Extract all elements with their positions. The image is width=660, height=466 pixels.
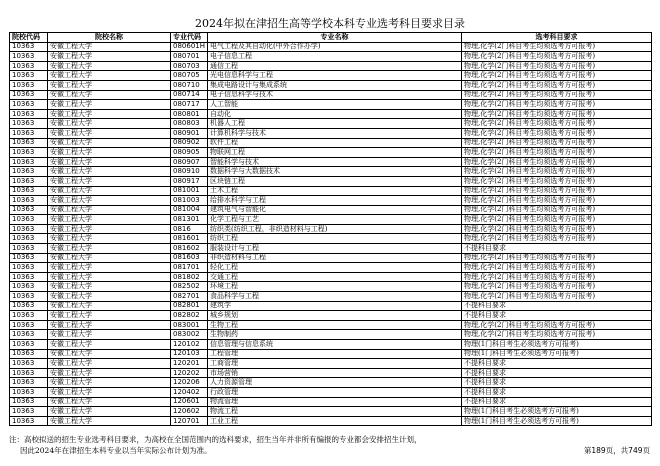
school-code-cell: 10363 (10, 244, 48, 254)
table-body (10, 42, 652, 426)
table-row (10, 61, 652, 71)
school-name-cell: 安徽工程大学 (48, 157, 171, 167)
table-row (10, 349, 652, 359)
school-name-cell: 安徽工程大学 (48, 282, 171, 292)
major-name-cell: 电气工程及其自动化(中外合作办学) (208, 42, 462, 52)
subject-requirement-cell: 物理,化学(2门科目考生均须选考方可报考) (462, 52, 652, 62)
school-name-cell: 安徽工程大学 (48, 320, 171, 330)
table-row (10, 80, 652, 90)
major-name-cell: 建筑电气与智能化 (208, 205, 462, 215)
major-name-cell: 轻化工程 (208, 263, 462, 273)
subject-requirement-cell: 物理,化学(2门科目考生均须选考方可报考) (462, 148, 652, 158)
major-code-cell: 081001 (171, 186, 208, 196)
major-name-cell: 行政管理 (208, 387, 462, 397)
school-code-cell: 10363 (10, 224, 48, 234)
school-code-cell: 10363 (10, 52, 48, 62)
major-name-cell: 机器人工程 (208, 119, 462, 129)
subject-requirement-cell: 物理,化学(2门科目考生均须选考方可报考) (462, 205, 652, 215)
school-code-cell: 10363 (10, 263, 48, 273)
major-code-cell: 120402 (171, 387, 208, 397)
major-code-cell: 081301 (171, 215, 208, 225)
table-row (10, 52, 652, 62)
table-row (10, 407, 652, 417)
school-name-cell: 安徽工程大学 (48, 330, 171, 340)
subject-requirement-cell: 不提科目要求 (462, 368, 652, 378)
school-name-cell: 安徽工程大学 (48, 196, 171, 206)
major-name-cell: 市场营销 (208, 368, 462, 378)
school-code-cell: 10363 (10, 407, 48, 417)
major-code-cell: 082502 (171, 282, 208, 292)
school-name-cell: 安徽工程大学 (48, 215, 171, 225)
school-code-cell: 10363 (10, 330, 48, 340)
table-row (10, 176, 652, 186)
school-code-cell: 10363 (10, 205, 48, 215)
table-row (10, 215, 652, 225)
major-code-cell: 120206 (171, 378, 208, 388)
school-name-cell: 安徽工程大学 (48, 119, 171, 129)
major-name-cell: 物流工程 (208, 407, 462, 417)
school-name-cell: 安徽工程大学 (48, 109, 171, 119)
subject-requirement-cell: 物理,化学(2门科目考生均须选考方可报考) (462, 128, 652, 138)
table-row (10, 128, 652, 138)
major-code-cell: 081701 (171, 263, 208, 273)
table-row (10, 90, 652, 100)
major-name-cell: 自动化 (208, 109, 462, 119)
subject-requirement-cell: 物理(1门科目考生必须选考方可报考) (462, 416, 652, 426)
school-name-cell: 安徽工程大学 (48, 244, 171, 254)
subject-requirement-cell: 不提科目要求 (462, 378, 652, 388)
major-code-cell: 080905 (171, 148, 208, 158)
school-code-cell: 10363 (10, 397, 48, 407)
page-indicator: 第189页，共749页 (583, 446, 650, 455)
major-code-cell: 080601H (171, 42, 208, 52)
major-name-cell: 计算机科学与技术 (208, 128, 462, 138)
header-school-code: 院校代码 (10, 33, 48, 43)
table-row (10, 368, 652, 378)
major-code-cell: 082701 (171, 292, 208, 302)
school-name-cell: 安徽工程大学 (48, 359, 171, 369)
major-code-cell: 080902 (171, 138, 208, 148)
school-code-cell: 10363 (10, 71, 48, 81)
school-code-cell: 10363 (10, 119, 48, 129)
table-row (10, 359, 652, 369)
school-name-cell: 安徽工程大学 (48, 416, 171, 426)
major-code-cell: 083002 (171, 330, 208, 340)
major-name-cell: 非织造材料与工程 (208, 253, 462, 263)
major-code-cell: 082802 (171, 311, 208, 321)
subject-requirement-cell: 物理,化学(2门科目考生均须选考方可报考) (462, 196, 652, 206)
major-name-cell: 建筑学 (208, 301, 462, 311)
subject-requirement-cell: 不提科目要求 (462, 387, 652, 397)
major-code-cell: 120201 (171, 359, 208, 369)
table-row (10, 186, 652, 196)
school-code-cell: 10363 (10, 301, 48, 311)
major-code-cell: 081004 (171, 205, 208, 215)
major-code-cell: 081603 (171, 253, 208, 263)
school-name-cell: 安徽工程大学 (48, 301, 171, 311)
header-school-name: 院校名称 (48, 33, 171, 43)
major-code-cell: 082801 (171, 301, 208, 311)
major-name-cell: 数据科学与大数据技术 (208, 167, 462, 177)
subject-requirement-cell: 物理,化学(2门科目考生均须选考方可报考) (462, 71, 652, 81)
major-name-cell: 工程管理 (208, 349, 462, 359)
major-code-cell: 080710 (171, 80, 208, 90)
major-code-cell: 081003 (171, 196, 208, 206)
school-name-cell: 安徽工程大学 (48, 52, 171, 62)
school-code-cell: 10363 (10, 100, 48, 110)
school-code-cell: 10363 (10, 61, 48, 71)
header-major-name: 专业名称 (208, 33, 462, 43)
school-code-cell: 10363 (10, 167, 48, 177)
school-code-cell: 10363 (10, 138, 48, 148)
school-name-cell: 安徽工程大学 (48, 71, 171, 81)
table-row (10, 301, 652, 311)
requirements-table (9, 32, 652, 426)
table-header-row (10, 33, 652, 43)
major-name-cell: 物流管理 (208, 397, 462, 407)
major-code-cell: 080714 (171, 90, 208, 100)
school-code-cell: 10363 (10, 42, 48, 52)
major-name-cell: 交通工程 (208, 272, 462, 282)
subject-requirement-cell: 物理,化学(2门科目考生均须选考方可报考) (462, 176, 652, 186)
major-code-cell: 080907 (171, 157, 208, 167)
school-name-cell: 安徽工程大学 (48, 292, 171, 302)
school-name-cell: 安徽工程大学 (48, 253, 171, 263)
table-row (10, 71, 652, 81)
school-name-cell: 安徽工程大学 (48, 407, 171, 417)
table-row (10, 109, 652, 119)
subject-requirement-cell: 物理,化学(2门科目考生均须选考方可报考) (462, 234, 652, 244)
major-name-cell: 人力资源管理 (208, 378, 462, 388)
school-code-cell: 10363 (10, 272, 48, 282)
table-row (10, 205, 652, 215)
subject-requirement-cell: 物理,化学(2门科目考生均须选考方可报考) (462, 330, 652, 340)
subject-requirement-cell: 不提科目要求 (462, 301, 652, 311)
major-name-cell: 智能科学与技术 (208, 157, 462, 167)
table-row (10, 378, 652, 388)
footnote-line-2: 因此2024年在津招生本科专业以当年实际公布计划为准。 (20, 446, 212, 455)
major-code-cell: 120602 (171, 407, 208, 417)
major-name-cell: 电子信息科学与技术 (208, 90, 462, 100)
major-name-cell: 环境工程 (208, 282, 462, 292)
school-name-cell: 安徽工程大学 (48, 368, 171, 378)
school-code-cell: 10363 (10, 349, 48, 359)
school-name-cell: 安徽工程大学 (48, 340, 171, 350)
school-code-cell: 10363 (10, 128, 48, 138)
major-code-cell: 081602 (171, 244, 208, 254)
major-code-cell: 120202 (171, 368, 208, 378)
subject-requirement-cell: 物理,化学(2门科目考生均须选考方可报考) (462, 90, 652, 100)
school-code-cell: 10363 (10, 320, 48, 330)
subject-requirement-cell: 物理,化学(2门科目考生均须选考方可报考) (462, 100, 652, 110)
school-code-cell: 10363 (10, 157, 48, 167)
table-row (10, 330, 652, 340)
subject-requirement-cell: 不提科目要求 (462, 397, 652, 407)
school-name-cell: 安徽工程大学 (48, 176, 171, 186)
major-code-cell: 120102 (171, 340, 208, 350)
school-name-cell: 安徽工程大学 (48, 61, 171, 71)
school-name-cell: 安徽工程大学 (48, 205, 171, 215)
major-code-cell: 080705 (171, 71, 208, 81)
school-code-cell: 10363 (10, 292, 48, 302)
subject-requirement-cell: 物理,化学(2门科目考生均须选考方可报考) (462, 109, 652, 119)
school-name-cell: 安徽工程大学 (48, 387, 171, 397)
school-code-cell: 10363 (10, 215, 48, 225)
subject-requirement-cell: 不提科目要求 (462, 311, 652, 321)
table-row (10, 340, 652, 350)
table-row (10, 157, 652, 167)
table-row (10, 138, 652, 148)
major-code-cell: 080901 (171, 128, 208, 138)
major-name-cell: 化学工程与工艺 (208, 215, 462, 225)
school-name-cell: 安徽工程大学 (48, 186, 171, 196)
major-name-cell: 集成电路设计与集成系统 (208, 80, 462, 90)
subject-requirement-cell: 物理,化学(2门科目考生均须选考方可报考) (462, 215, 652, 225)
table-row (10, 397, 652, 407)
school-name-cell: 安徽工程大学 (48, 234, 171, 244)
school-code-cell: 10363 (10, 282, 48, 292)
subject-requirement-cell: 物理,化学(2门科目考生均须选考方可报考) (462, 157, 652, 167)
major-name-cell: 软件工程 (208, 138, 462, 148)
table-row (10, 234, 652, 244)
major-name-cell: 通信工程 (208, 61, 462, 71)
table-row (10, 282, 652, 292)
subject-requirement-cell: 物理,化学(2门科目考生均须选考方可报考) (462, 292, 652, 302)
subject-requirement-cell: 物理,化学(2门科目考生均须选考方可报考) (462, 224, 652, 234)
subject-requirement-cell: 物理(1门科目考生必须选考方可报考) (462, 349, 652, 359)
school-name-cell: 安徽工程大学 (48, 167, 171, 177)
major-code-cell: 080917 (171, 176, 208, 186)
school-name-cell: 安徽工程大学 (48, 263, 171, 273)
subject-requirement-cell: 物理,化学(2门科目考生均须选考方可报考) (462, 167, 652, 177)
page-title: 2024年拟在津招生高等学校本科专业选考科目要求目录 (195, 17, 465, 30)
subject-requirement-cell: 不提科目要求 (462, 244, 652, 254)
subject-requirement-cell: 物理,化学(2门科目考生均须选考方可报考) (462, 253, 652, 263)
school-name-cell: 安徽工程大学 (48, 128, 171, 138)
major-code-cell: 080803 (171, 119, 208, 129)
table-row (10, 416, 652, 426)
subject-requirement-cell: 物理,化学(2门科目考生均须选考方可报考) (462, 272, 652, 282)
major-name-cell: 信息管理与信息系统 (208, 340, 462, 350)
major-name-cell: 给排水科学与工程 (208, 196, 462, 206)
subject-requirement-cell: 物理,化学(2门科目考生均须选考方可报考) (462, 263, 652, 273)
major-code-cell: 120103 (171, 349, 208, 359)
subject-requirement-cell: 物理,化学(2门科目考生均须选考方可报考) (462, 119, 652, 129)
major-code-cell: 120701 (171, 416, 208, 426)
school-name-cell: 安徽工程大学 (48, 311, 171, 321)
table-row (10, 167, 652, 177)
major-name-cell: 物联网工程 (208, 148, 462, 158)
table-row (10, 292, 652, 302)
major-code-cell: 081601 (171, 234, 208, 244)
major-name-cell: 工商管理 (208, 359, 462, 369)
school-name-cell: 安徽工程大学 (48, 42, 171, 52)
major-name-cell: 城乡规划 (208, 311, 462, 321)
school-name-cell: 安徽工程大学 (48, 378, 171, 388)
table-row (10, 244, 652, 254)
major-code-cell: 120601 (171, 397, 208, 407)
table-row (10, 100, 652, 110)
school-name-cell: 安徽工程大学 (48, 272, 171, 282)
major-code-cell: 080701 (171, 52, 208, 62)
major-name-cell: 服装设计与工程 (208, 244, 462, 254)
major-name-cell: 区块链工程 (208, 176, 462, 186)
school-name-cell: 安徽工程大学 (48, 148, 171, 158)
table-row (10, 224, 652, 234)
subject-requirement-cell: 不提科目要求 (462, 359, 652, 369)
major-code-cell: 080801 (171, 109, 208, 119)
table-row (10, 119, 652, 129)
school-code-cell: 10363 (10, 148, 48, 158)
table-row (10, 196, 652, 206)
school-code-cell: 10363 (10, 80, 48, 90)
major-name-cell: 电子信息工程 (208, 52, 462, 62)
subject-requirement-cell: 物理,化学(2门科目考生均须选考方可报考) (462, 320, 652, 330)
school-name-cell: 安徽工程大学 (48, 349, 171, 359)
school-code-cell: 10363 (10, 234, 48, 244)
subject-requirement-cell: 物理,化学(2门科目考生均须选考方可报考) (462, 282, 652, 292)
school-code-cell: 10363 (10, 416, 48, 426)
major-name-cell: 土木工程 (208, 186, 462, 196)
school-code-cell: 10363 (10, 196, 48, 206)
major-name-cell: 纺织工程 (208, 234, 462, 244)
major-code-cell: 080717 (171, 100, 208, 110)
header-subject-requirement: 选考科目要求 (462, 33, 652, 43)
school-name-cell: 安徽工程大学 (48, 80, 171, 90)
school-name-cell: 安徽工程大学 (48, 224, 171, 234)
major-name-cell: 纺织类(纺织工程，非织造材料与工程) (208, 224, 462, 234)
table-row (10, 311, 652, 321)
school-code-cell: 10363 (10, 186, 48, 196)
major-name-cell: 食品科学与工程 (208, 292, 462, 302)
table-row (10, 253, 652, 263)
major-code-cell: 0816 (171, 224, 208, 234)
subject-requirement-cell: 物理(1门科目考生必须选考方可报考) (462, 407, 652, 417)
school-name-cell: 安徽工程大学 (48, 397, 171, 407)
school-code-cell: 10363 (10, 109, 48, 119)
major-code-cell: 080910 (171, 167, 208, 177)
school-code-cell: 10363 (10, 359, 48, 369)
footnote-line-1: 注：高校拟送的招生专业选考科目要求，为高校在全国范围内的选科要求，招生当年并非所有编报的专业都会安排招生计划， (9, 435, 422, 444)
subject-requirement-cell: 物理,化学(2门科目考生均须选考方可报考) (462, 186, 652, 196)
major-name-cell: 工业工程 (208, 416, 462, 426)
school-code-cell: 10363 (10, 176, 48, 186)
school-code-cell: 10363 (10, 311, 48, 321)
header-major-code: 专业代码 (171, 33, 208, 43)
major-name-cell: 生物工程 (208, 320, 462, 330)
subject-requirement-cell: 物理(1门科目考生必须选考方可报考) (462, 340, 652, 350)
major-code-cell: 081802 (171, 272, 208, 282)
school-name-cell: 安徽工程大学 (48, 100, 171, 110)
school-code-cell: 10363 (10, 340, 48, 350)
major-name-cell: 光电信息科学与工程 (208, 71, 462, 81)
table-row (10, 42, 652, 52)
table-row (10, 272, 652, 282)
table-row (10, 320, 652, 330)
major-name-cell: 人工智能 (208, 100, 462, 110)
subject-requirement-cell: 物理,化学(2门科目考生均须选考方可报考) (462, 138, 652, 148)
school-code-cell: 10363 (10, 90, 48, 100)
table-row (10, 263, 652, 273)
major-name-cell: 生物制药 (208, 330, 462, 340)
subject-requirement-cell: 物理,化学(2门科目考生均须选考方可报考) (462, 42, 652, 52)
major-code-cell: 080703 (171, 61, 208, 71)
subject-requirement-cell: 物理,化学(2门科目考生均须选考方可报考) (462, 61, 652, 71)
school-name-cell: 安徽工程大学 (48, 138, 171, 148)
school-code-cell: 10363 (10, 378, 48, 388)
school-name-cell: 安徽工程大学 (48, 90, 171, 100)
school-code-cell: 10363 (10, 368, 48, 378)
table-row (10, 148, 652, 158)
table-row (10, 387, 652, 397)
subject-requirement-cell: 物理,化学(2门科目考生均须选考方可报考) (462, 80, 652, 90)
school-code-cell: 10363 (10, 387, 48, 397)
major-code-cell: 083001 (171, 320, 208, 330)
school-code-cell: 10363 (10, 253, 48, 263)
